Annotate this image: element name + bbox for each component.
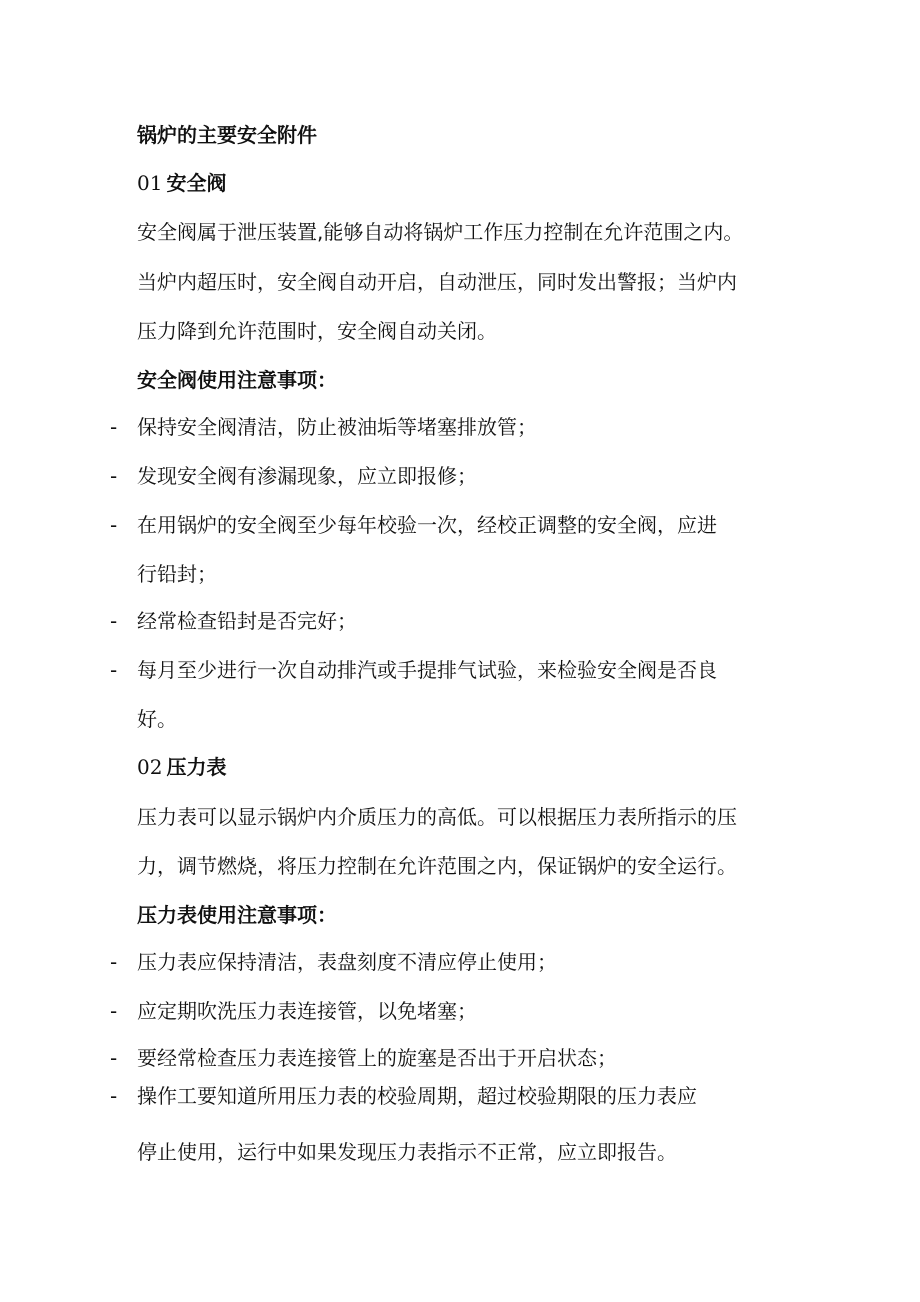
section-heading-pressure-gauge (137, 753, 226, 781)
bullet-marker: - (110, 1046, 118, 1070)
bullet-marker: - (110, 464, 118, 488)
bullet-marker: - (110, 1084, 118, 1108)
bullet-marker: - (110, 658, 118, 682)
bullet-marker: - (110, 950, 118, 974)
bullet-marker: - (110, 513, 118, 537)
list-item: 经常检查铅封是否完好； (137, 609, 357, 633)
list-item: 在用锅炉的安全阀至少每年校验一次，经校正调整的安全阀，应进 (137, 513, 717, 537)
list-item: 每月至少进行一次自动排汽或手提排气试验，来检验安全阀是否良 (137, 658, 717, 682)
list-item-continuation: 好。 (137, 707, 177, 731)
section-title: 压力表 (166, 755, 227, 779)
list-item: 要经常检查压力表连接管上的旋塞是否出于开启状态； (137, 1046, 617, 1070)
paragraph-line: 安全阀属于泄压装置,能够自动将锅炉工作压力控制在允许范围之内。 (137, 220, 744, 244)
paragraph-line: 力，调节燃烧，将压力控制在允许范围之内，保证锅炉的安全运行。 (137, 854, 737, 878)
list-item: 操作工要知道所用压力表的校验周期，超过校验期限的压力表应 (137, 1084, 697, 1108)
paragraph-line: 当炉内超压时，安全阀自动开启，自动泄压，同时发出警报；当炉内 (137, 270, 737, 294)
list-item-continuation: 停止使用，运行中如果发现压力表指示不正常，应立即报告。 (137, 1140, 677, 1164)
section-title: 安全阀 (166, 171, 227, 195)
paragraph-line: 压力降到允许范围时，安全阀自动关闭。 (137, 319, 497, 343)
bullet-marker: - (110, 609, 118, 633)
list-item: 压力表应保持清洁，表盘刻度不清应停止使用； (137, 950, 557, 974)
list-item: 应定期吹洗压力表连接管，以免堵塞； (137, 999, 477, 1023)
list-item: 保持安全阀清洁，防止被油垢等堵塞排放管； (137, 415, 537, 439)
section-number: 01 (137, 171, 163, 195)
bullet-marker: - (110, 999, 118, 1023)
notes-heading: 安全阀使用注意事项： (137, 368, 337, 392)
notes-heading: 压力表使用注意事项： (137, 903, 337, 927)
section-number: 02 (137, 755, 163, 779)
list-item-continuation: 行铅封； (137, 562, 217, 586)
section-heading-safety-valve (137, 169, 226, 197)
list-item: 发现安全阀有渗漏现象，应立即报修； (137, 464, 477, 488)
bullet-marker: - (110, 415, 118, 439)
document-title: 锅炉的主要安全附件 (137, 123, 317, 147)
paragraph-line: 压力表可以显示锅炉内介质压力的高低。可以根据压力表所指示的压 (137, 805, 737, 829)
